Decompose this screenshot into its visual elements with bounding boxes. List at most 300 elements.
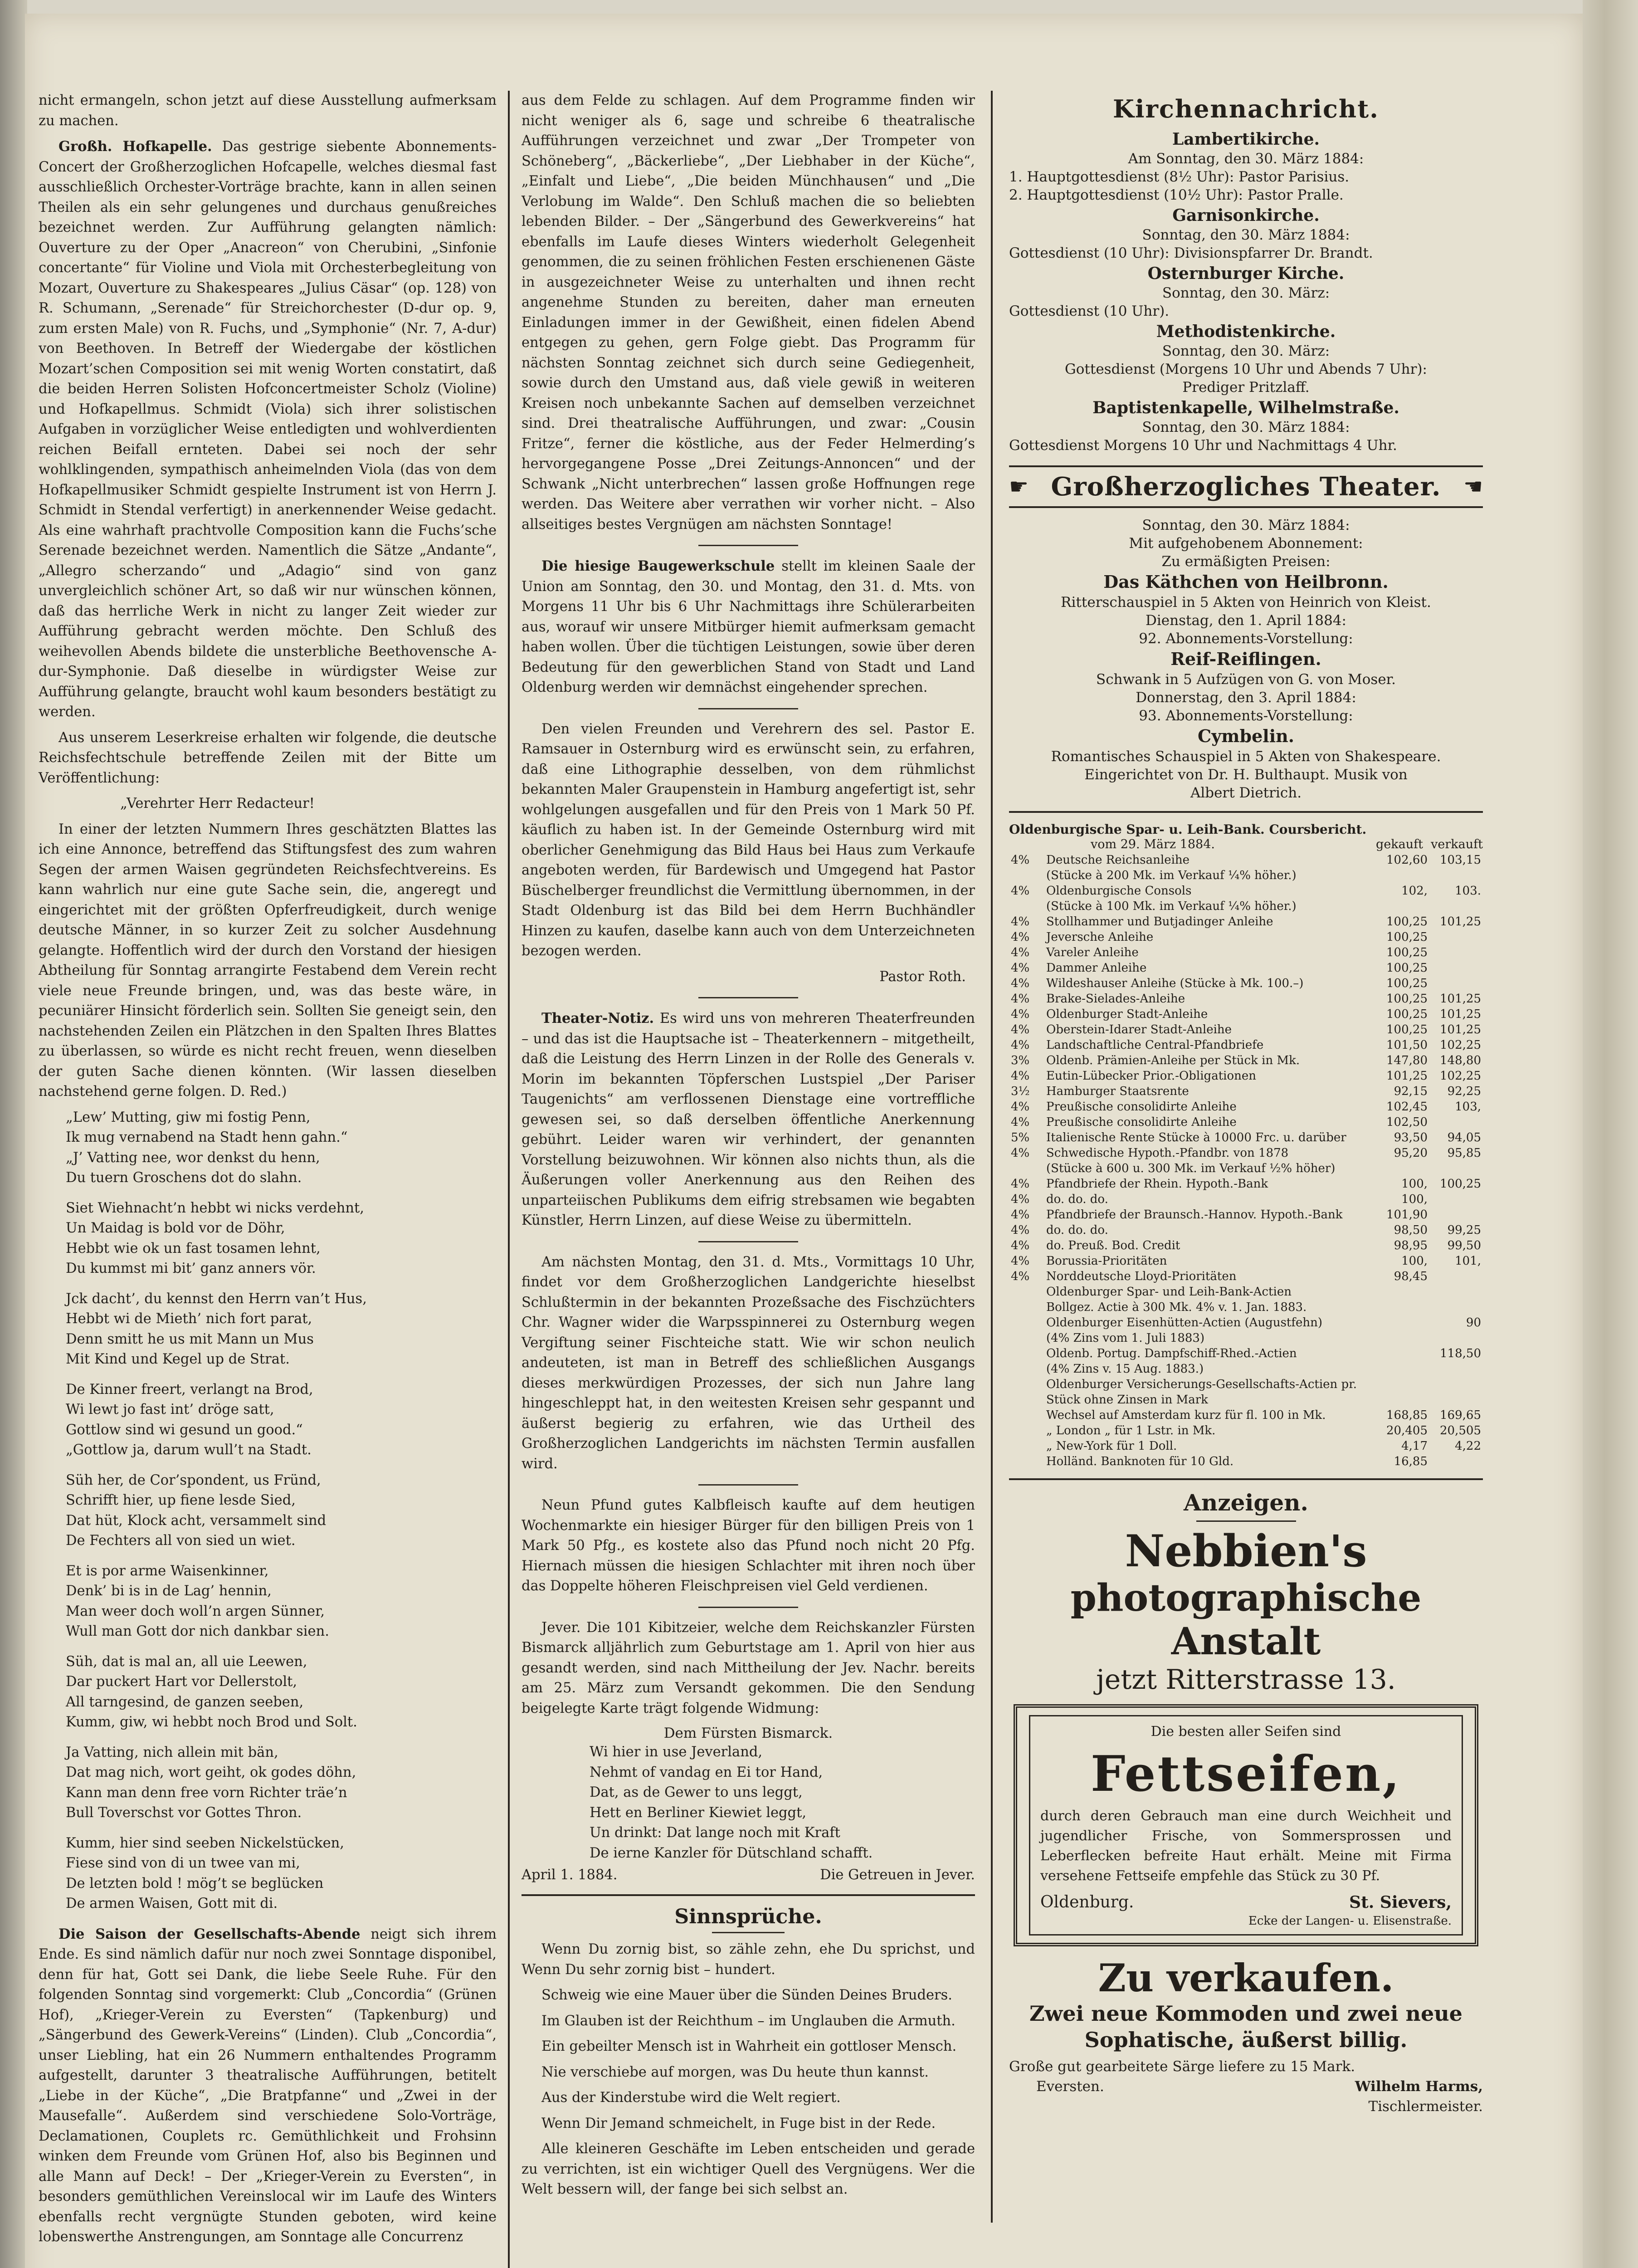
sold-cell: 94,05 [1447, 1131, 1481, 1144]
article-theater-notiz [522, 1008, 975, 1231]
theater-line: Albert Dietrich. [1190, 785, 1302, 801]
sold-cell [1429, 1361, 1483, 1377]
rate-cell: 4% [1011, 1239, 1030, 1252]
poem-line: All tarngesind, de ganzen seeben, [66, 1694, 304, 1710]
osternburg-heading: Osternburger Kirche. [1147, 264, 1345, 283]
church-line: Gottesdienst (10 Uhr). [1009, 303, 1170, 319]
table-row [1009, 1330, 1483, 1346]
rate-cell: 4% [1011, 1177, 1030, 1191]
table-row [1009, 1253, 1483, 1269]
intro-text: nicht ermangeln, schon jetzt auf diese Ausstellung aufmerksam zu machen. [39, 93, 497, 129]
seifen-address: Ecke der Langen- u. Elisenstraße. [1248, 1914, 1452, 1928]
rate-cell: 4% [1011, 961, 1030, 975]
security-cell: (4% Zins vom 1. Juli 1883) [1046, 1331, 1205, 1345]
sold-cell [1429, 945, 1483, 960]
sängerbund-text: aus dem Felde zu schlagen. Auf dem Programme finden wir nicht weniger als 6, sage und schreibe 6 theatralische Aufführungen verzeichnet und zwar „Der Trompeter von Schöneberg“, „Bäckerliebe“, „Der Liebhaber in der Küche“, „Einfalt und Liebe“, „Die beiden Münchhausen“ und „Die Verlobung im Walde“. Den Schluß machen die so beliebten lebenden Bilder. – Der „Sängerbund des Gewerkvereins“ hat ebenfalls im Laufe dieses Winters wiederholt Gelegenheit genommen, die zu seinen fröhlichen Festen erschienenen Gäste in ausgezeichneter Weise zu unterhalten und ihnen recht angenehme Stunden zu bereiten, daher man erneuten Einladungen immer in der Gewißheit, einen fidelen Abend entgegen zu gehen, gern Folge giebt. Das Programm für nächsten Sonntag zeichnet sich durch seine Gediegenheit, sowie durch den Umstand aus, daß viele gewiß in weiteren Kreisen noch unbekannte Sachen auf demselben verzeichnet sind. Drei theatralische Aufführungen, und zwar: „Cousin Fritze“, ferner die köstliche, aus der Feder Helmerding’s hervorgegangene Posse „Drei Zeitungs-Annoncen“ und der Schwank „Nicht unterbrechen“ lassen große Hoffnungen rege werden. Das Weitere aber verrathen wir vorher nicht. – Also allseitiges bestes Vergnügen am nächsten Sonntage! [522, 93, 975, 533]
table-row [1009, 1346, 1483, 1361]
bought-cell: 98,95 [1394, 1239, 1428, 1252]
bought-cell: 98,50 [1394, 1223, 1428, 1237]
saerge-text: Große gut gearbeitete Särge liefere zu 15 Mark. [1009, 2058, 1355, 2075]
bought-cell: 101,50 [1386, 1038, 1428, 1052]
poem-line: „J’ Vatting nee, wor denkst du henn, [66, 1149, 320, 1166]
table-row [1009, 883, 1483, 899]
poem-line: De armen Waisen, Gott mit di. [66, 1896, 278, 1911]
theater-line: Reif-Reiflingen. [1170, 649, 1321, 669]
theater-line: Schwank in 5 Aufzügen von G. von Moser. [1096, 671, 1396, 688]
sold-cell: 20,505 [1440, 1424, 1481, 1437]
table-row [1009, 868, 1483, 883]
bought-cell: 100, [1401, 1254, 1428, 1268]
sinnspruch: Ein gebeilter Mensch ist in Wahrheit ein gottloser Mensch. [541, 2038, 957, 2054]
security-cell: „ New-York für 1 Doll. [1046, 1439, 1177, 1453]
theater-line: Zu ermäßigten Preisen: [1161, 553, 1331, 570]
rate-cell [1009, 1454, 1044, 1469]
poem-stanza [39, 1743, 497, 1823]
separator [698, 1241, 798, 1242]
poem-line: Bull Toverschst vor Gottes Thron. [66, 1805, 302, 1821]
rate-cell [1009, 1161, 1044, 1176]
poem-line: Hebbt wi de Mieth’ nich fort parat, [66, 1311, 312, 1327]
sold-cell [1429, 1269, 1483, 1284]
poem-line: Dar puckert Hart vor Dellerstolt, [66, 1674, 297, 1690]
poem-line: Dat hüt, Klock acht, versammelt sind [66, 1512, 327, 1529]
sinnspruch: Im Glauben ist der Reichthum – im Unglauben die Armuth. [541, 2013, 955, 2029]
widmung-footer [522, 1865, 975, 1885]
security-cell: (Stücke à 100 Mk. im Verkauf ¼% höher.) [1046, 899, 1297, 913]
jever-text: Jever. Die 101 Kibitzeier, welche dem Reichskanzler Fürsten Bismarck alljährlich zum Geburtstage am 1. April von hier aus gesandt werden, sind nach Mittheilung der Jev. Nachr. bereits am 25. März zum Versandt gekommen. Die den Sendung beigelegte Karte trägt folgende Widmung: [522, 1619, 975, 1716]
church-line: Prediger Pritzlaff. [1182, 379, 1310, 396]
baptist-lines [1009, 418, 1483, 455]
bought-cell: 100,25 [1386, 915, 1428, 929]
security-cell: Stollhammer und Butjadinger Anleihe [1046, 915, 1273, 929]
bought-cell [1376, 1315, 1429, 1330]
rate-cell: 4% [1011, 1254, 1030, 1268]
poem-stanza [39, 1198, 497, 1279]
seifen-text: durch deren Gebrauch man eine durch Weichheit und jugendlicher Frische, von Sommersprossen und Leberflecken befreite Haut erhält. Meine mit Firma versehene Fettseife empfehle das Stück zu 30 Pf. [1040, 1808, 1452, 1884]
coursbericht-subhead [1009, 837, 1483, 852]
church-line: Am Sonntag, den 30. März 1884: [1128, 151, 1364, 167]
security-cell: do. Preuß. Bod. Credit [1046, 1239, 1180, 1252]
table-row [1009, 1068, 1483, 1084]
poem-line: Jck dacht’, du kennst den Herrn van’t Hus, [66, 1290, 367, 1307]
table-row [1009, 1361, 1483, 1377]
poem-line: De Kinner freert, verlangt na Brod, [66, 1381, 313, 1398]
sinnspruch: Schweig wie eine Mauer über die Sünden Deines Bruders. [541, 1987, 952, 2003]
sold-cell: 103, [1455, 1100, 1481, 1114]
poem-line: Süh, dat is mal an, all uie Leewen, [66, 1653, 307, 1670]
widmung-line: Un drinkt: Dat lange noch mit Kraft [590, 1825, 840, 1841]
table-row [1009, 1084, 1483, 1099]
sold-cell [1429, 960, 1483, 976]
security-cell: Preußische consolidirte Anleihe [1046, 1115, 1237, 1129]
theater-line: Das Käthchen von Heilbronn. [1103, 572, 1389, 592]
lamberti-lines [1009, 150, 1483, 204]
poem-stanza [39, 1652, 497, 1733]
seifen-city: Oldenburg. [1040, 1893, 1134, 1911]
sinnspruch: Wenn Du zornig bist, so zähle zehn, ehe Du sprichst, und Wenn Du sehr zornig bist – hundert. [522, 1941, 975, 1978]
bought-cell: 93,50 [1394, 1131, 1428, 1144]
rate-cell: 4% [1011, 1208, 1030, 1222]
hofkapelle-heading: Großh. Hofkapelle. [58, 138, 212, 155]
leserkreis-letter: In einer der letzten Nummern Ihres geschätzten Blattes las ich eine Annonce, betreffend das Stiftungsfest des zum wahren Segen der armen Waisen gegründeten Reichsfechtvereins. Es kann wahrlich nur eine gute Sache sein, die, angeregt und eingerichtet mit der größten Opferfreudigkeit, durch wenige deutsche Männer, in so kurzer Zeit zu solcher Ausdehnung gelangte. Hoffentlich wird der durch den Vorstand der hiesigen Abtheilung für Sonntag arrangirte Festabend dem Verein recht viele neue Freunde bringen, und, was das beste wäre, in pecuniärer Hinsicht förderlich sein. Sollten Sie geneigt sein, den nachstehenden Zeilen ein Plätzchen in den Spalten Ihres Blattes zu überlassen, so würde es nicht recht freuen, wenn dieselben der guten Sache dienen könnten. (Wir lassen dieselben nachstehend gerne folgen. D. Red.) [39, 821, 497, 1100]
widmung-title: Dem Fürsten Bismarck. [663, 1725, 833, 1741]
theater-line: Cymbelin. [1197, 726, 1294, 746]
harms-name: Wilhelm Harms, [1355, 2078, 1483, 2095]
theater-banner [1009, 465, 1483, 508]
column-rule-2 [991, 91, 993, 2223]
column-left [39, 91, 497, 2253]
methodist-heading: Methodistenkirche. [1156, 322, 1336, 341]
rate-cell: 4% [1011, 1100, 1030, 1114]
bought-cell: 168,85 [1386, 1408, 1428, 1422]
security-cell: Brake-Sielades-Anleihe [1046, 992, 1185, 1006]
col-verkauft: verkauft [1431, 837, 1483, 851]
table-row [1009, 1145, 1483, 1161]
rate-cell [1009, 1408, 1044, 1423]
leserkreis-text: Aus unserem Leserkreise erhalten wir folgende, die deutsche Reichsfechtschule betreffende Zeilen mit der Bitte um Veröffentlichung: [39, 729, 497, 786]
saison-text: neigt sich ihrem Ende. Es sind nämlich dafür nur noch zwei Sonntage disponibel, denn für hat, Gott sei Dank, die liebe Seele Ruhe. Für den folgenden Sonntag sind vorgemerkt: Club „Concordia“ (Grünen Hof), „Krieger-Verein zu Eversten“ (Tapkenburg) und „Sängerbund des Gewerk-Vereins“ (Linden). Club „Concordia“, unser Liebling, hat ein 26 Nummern enthaltendes Programm aufgestellt, darunter 3 theatralische Aufführungen, betitelt „Liebe in der Küche“, „Die Bratpfanne“ und „Zwei in der Mausefalle“. Außerdem sind verschiedene Solo-Vorträge, Declamationen, Couplets rc. Gemüthlichkeit und Frohsinn winken dem Freunde vom Grünen Hof, also bis Beginnen und alle Mann auf Deck! – Der „Krieger-Verein zu Eversten“, in besonders gemüthlichen Vereinslocal wir im Laufe des Winters ebenfalls recht vergnügte Stunden geboten, wird keine lobenswerthe Anstrengungen, am Sonntage alle Concurrenz [39, 1926, 497, 2245]
table-row [1009, 1423, 1483, 1438]
table-row [1009, 1454, 1483, 1469]
seifen-title: Fettseifen, [1090, 1745, 1402, 1803]
widmung-verse [522, 1742, 975, 1863]
sold-cell: 102,25 [1440, 1038, 1481, 1052]
poem-stanza [39, 1289, 497, 1370]
bought-cell: 102, [1401, 884, 1428, 898]
rate-cell: 3% [1011, 1054, 1030, 1067]
baptist-heading: Baptistenkapelle, Wilhelmstraße. [1092, 398, 1399, 417]
kirchennachricht-heading: Kirchennachricht. [1113, 94, 1379, 123]
pointing-hand-right-icon: ☛ [1009, 474, 1029, 499]
rate-cell: 4% [1011, 1146, 1030, 1160]
table-row [1009, 1114, 1483, 1130]
sold-cell: 99,50 [1447, 1239, 1481, 1252]
rate-cell: 4% [1011, 1193, 1030, 1206]
sold-cell [1429, 1161, 1483, 1176]
methodist-lines [1009, 342, 1483, 396]
poem-line: Dat mag nich, wort geiht, ok godes döhn, [66, 1765, 356, 1780]
bought-cell: 102,50 [1386, 1115, 1428, 1129]
rate-cell: 4% [1011, 1115, 1030, 1129]
article-baugewerkschule [522, 556, 975, 698]
sold-cell: 101,25 [1440, 915, 1481, 929]
theater-line: Dienstag, den 1. April 1884: [1146, 612, 1346, 629]
sold-cell: 4,22 [1455, 1439, 1481, 1453]
bought-cell: 100,25 [1386, 977, 1428, 990]
rate-cell [1009, 1392, 1044, 1408]
table-row [1009, 1161, 1483, 1176]
sold-cell: 92,25 [1447, 1085, 1481, 1098]
sold-cell [1429, 976, 1483, 991]
widmung-line: De ierne Kanzler för Dütschland schafft. [590, 1845, 873, 1861]
security-cell: Borussia-Prioritäten [1046, 1254, 1167, 1268]
pointing-hand-left-icon: ☚ [1463, 474, 1483, 499]
security-cell: Oldenburger Stadt-Anleihe [1046, 1007, 1208, 1021]
bought-cell [1376, 1284, 1429, 1300]
table-row [1009, 899, 1483, 914]
seifen-merchant: St. Sievers, [1349, 1893, 1452, 1912]
poem-stanza [39, 1108, 497, 1188]
bought-cell: 4,17 [1401, 1439, 1428, 1453]
poem-line: Ik mug vernabend na Stadt henn gahn.“ [66, 1129, 348, 1145]
bought-cell: 100,25 [1386, 961, 1428, 975]
theater-line: Mit aufgehobenem Abonnement: [1129, 535, 1363, 552]
poem-line: Du tuern Groschens dot do slahn. [66, 1170, 302, 1186]
sold-cell [1429, 1192, 1483, 1207]
bought-cell: 102,60 [1386, 853, 1428, 867]
security-cell: Wechsel auf Amsterdam kurz für fl. 100 in Mk. [1046, 1408, 1326, 1422]
security-cell: Dammer Anleihe [1046, 961, 1147, 975]
harms-trade: Tischlermeister. [1368, 2098, 1483, 2115]
rate-cell: 4% [1011, 1223, 1030, 1237]
church-line: 2. Hauptgottesdienst (10½ Uhr): Pastor Pralle. [1009, 187, 1344, 203]
table-row [1009, 929, 1483, 945]
table-row [1009, 1099, 1483, 1114]
poem-stanza [39, 1471, 497, 1551]
sold-cell [1429, 1454, 1483, 1469]
rate-cell [1009, 1284, 1044, 1300]
saison-heading: Die Saison der Gesellschafts-Abende [58, 1926, 361, 1942]
church-line: Sonntag, den 30. März 1884: [1142, 227, 1350, 243]
table-row [1009, 1438, 1483, 1454]
seifen-signature [1040, 1892, 1452, 1913]
poem-line: Kann man denn free vorn Richter träe’n [66, 1784, 347, 1801]
widmung-line: Dat, as de Gewer to uns leggt, [590, 1784, 803, 1800]
poem-line: Siet Wiehnacht’n hebbt wi nicks verdehnt, [66, 1200, 364, 1216]
fettseifen-ad-inner [1029, 1715, 1463, 1936]
sold-cell: 118,50 [1440, 1347, 1481, 1360]
table-row [1009, 1284, 1483, 1300]
poem-line: Schrifft hier, up fiene lesde Sied, [66, 1492, 296, 1508]
poem-line: De letzten bold ! mög’t se beglücken [66, 1875, 324, 1892]
poem-line: Hebbt wie ok un fast tosamen lehnt, [66, 1240, 321, 1256]
bought-cell: 95,20 [1394, 1146, 1428, 1160]
seifen-intro: Die besten aller Seifen sind [1150, 1724, 1341, 1740]
security-cell: (4% Zins v. 15 Aug. 1883.) [1046, 1362, 1204, 1376]
sold-cell: 95,85 [1447, 1146, 1481, 1160]
sold-cell [1429, 1330, 1483, 1346]
security-cell: Deutsche Reichsanleihe [1046, 853, 1190, 867]
poem-line: „Gottlow ja, darum wull’t na Stadt. [66, 1442, 312, 1458]
security-cell: Wildeshauser Anleihe (Stücke à Mk. 100.–) [1046, 977, 1304, 990]
article-hofkapelle [39, 137, 497, 723]
coursbericht-columns [1376, 837, 1483, 852]
poem-line: Man weer doch woll’n argen Sünner, [66, 1603, 325, 1619]
bought-cell: 100,25 [1386, 946, 1428, 959]
redakteur-salutation: „Verehrter Herr Redacteur! [120, 796, 315, 811]
table-row [1009, 1007, 1483, 1022]
rate-cell: 4% [1011, 1038, 1030, 1052]
security-cell: Italienische Rente Stücke à 10000 Frc. u. darüber [1046, 1131, 1346, 1144]
table-row [1009, 1176, 1483, 1192]
poem-line: Wull man Gott dor nich dankbar sien. [66, 1623, 329, 1639]
sold-cell [1429, 1392, 1483, 1408]
security-cell: Hamburger Staatsrente [1046, 1085, 1189, 1098]
bought-cell [1376, 1392, 1429, 1408]
theater-line: Sonntag, den 30. März 1884: [1142, 517, 1350, 533]
security-cell: Eutin-Lübecker Prior.-Obligationen [1046, 1069, 1256, 1083]
poem-line: Denk’ bi is in de Lag’ hennin, [66, 1583, 272, 1599]
poem-line: Fiese sind von di un twee van mi, [66, 1855, 300, 1871]
zu-verkaufen-items: Zwei neue Kommoden und zwei neue Sophatische, äußerst billig. [1029, 2001, 1462, 2052]
security-cell: (Stücke à 200 Mk. im Verkauf ¼% höher.) [1046, 869, 1297, 882]
sinnspruch: Nie verschiebe auf morgen, was Du heute thun kannst. [541, 2064, 929, 2080]
separator [698, 545, 798, 546]
bau-heading: Die hiesige Baugewerkschule [541, 558, 775, 574]
separator [712, 1932, 785, 1933]
sold-cell [1429, 899, 1483, 914]
montag-text: Am nächsten Montag, den 31. d. Mts., Vormittags 10 Uhr, findet vor dem Großherzoglichen Landgerichte hieselbst Schlußtermin in der bekannten Prozeßsache des Fischzüchters Chr. Wagner wider die Warpsspinnerei zu Osternburg wegen Vergiftung seiner Fischteiche statt. Wie wir schon neulich andeuteten, ist man in Betreff des schließlichen Ausgangs dieses merkwürdigen Prozesses, der sich nun Jahre lang hingeschleppt hat, in den weitesten Kreisen sehr gespannt und äußerst begierig zu erfahren, wie das Urtheil des Großherzoglichen Landgerichts im nächsten Termin ausfallen wird. [522, 1254, 975, 1472]
sinnsprueche-list [522, 1940, 975, 2200]
bought-cell [1376, 1161, 1429, 1176]
widmung-line: Wi hier in use Jeverland, [590, 1744, 763, 1760]
security-cell: Pfandbriefe der Rhein. Hypoth.-Bank [1046, 1177, 1268, 1191]
bought-cell [1376, 1377, 1429, 1392]
church-line: 1. Hauptgottesdienst (8½ Uhr): Pastor Parisius. [1009, 169, 1350, 185]
security-cell: Oldenburger Spar- und Leih-Bank-Actien [1046, 1285, 1292, 1299]
bought-cell [1376, 899, 1429, 914]
zu-verkaufen-heading: Zu verkaufen. [1098, 1955, 1394, 2000]
poem-line: „Lew’ Mutting, giw mi fostig Penn, [66, 1109, 311, 1125]
table-row [1009, 960, 1483, 976]
bought-cell: 100, [1401, 1193, 1428, 1206]
sinnspruch: Aus der Kinderstube wird die Welt regiert. [541, 2090, 841, 2106]
security-cell: Vareler Anleihe [1046, 946, 1139, 959]
table-row [1009, 914, 1483, 929]
sold-cell: 90 [1466, 1316, 1481, 1330]
table-row [1009, 1192, 1483, 1207]
bau-text: stellt im kleinen Saale der Union am Sonntag, den 30. und Montag, den 31. d. Mts. von Morgens 11 Uhr bis 6 Uhr Nachmittags ihre Schülerarbeiten aus, worauf wir unsere Mitbürger hiemit aufmerksam gemacht haben wollen. Über die tüchtigen Leistungen, sowie über deren Bedeutung für den gewerblichen Stand von Stadt und Land Oldenburg werden wir demnächst eingehender sprechen. [522, 558, 975, 695]
section-rule [522, 1894, 975, 1896]
nebbien-business: photographische Anstalt [1070, 1576, 1422, 1663]
security-cell: Landschaftliche Central-Pfandbriefe [1046, 1038, 1264, 1052]
column-rule-1 [508, 91, 510, 2268]
bought-cell [1376, 1300, 1429, 1315]
church-line: Sonntag, den 30. März: [1162, 285, 1330, 301]
security-cell: Oldenburger Versicherungs-Gesellschafts-Actien pr. [1046, 1378, 1357, 1391]
security-cell: Bollgez. Actie à 300 Mk. 4% v. 1. Jan. 1883. [1046, 1300, 1307, 1314]
theater-line: 92. Abonnements-Vorstellung: [1139, 631, 1353, 647]
rate-cell [1009, 1315, 1044, 1330]
poem-line: Wi lewt jo fast int’ dröge satt, [66, 1402, 274, 1418]
theater-notiz-text: Es wird uns von mehreren Theaterfreunden – und das ist die Hauptsache ist – Theaterkennern – mitgetheilt, daß die Leistung des Herrn Linzen in der Rolle des Generals v. Morin im bekannten Töpferschen Lustspiel „Der Pariser Taugenichts“ am verflossenen Dienstage eine vortreffliche gewesen sei, so daß derselben öffentliche Anerkennung gebührt. Leider waren wir verhindert, der genannten Vorstellung beizuwohnen. Wir können also nichts thun, als die Äußerungen voller Anerkennung aus den Reihen des unparteiischen Publikums dem eifrig strebsamen wie begabten Künstler, Herrn Linzen, auf diese Weise zu übermitteln. [522, 1011, 975, 1228]
theater-notiz-heading: Theater-Notiz. [541, 1010, 654, 1026]
separator [698, 997, 798, 998]
section-rule [1009, 1478, 1483, 1480]
sold-cell [1429, 1207, 1483, 1222]
sold-cell: 100,25 [1440, 1177, 1481, 1191]
column-middle [522, 91, 975, 2205]
rate-cell: 4% [1011, 1007, 1030, 1021]
church-line: Gottesdienst Morgens 10 Uhr und Nachmittags 4 Uhr. [1009, 437, 1397, 454]
table-row [1009, 1037, 1483, 1053]
table-row [1009, 1222, 1483, 1238]
bought-cell: 16,85 [1394, 1455, 1428, 1468]
theater-line: Ritterschauspiel in 5 Akten von Heinrich von Kleist. [1061, 594, 1431, 611]
rate-cell: 4% [1011, 946, 1030, 959]
rate-cell: 4% [1011, 930, 1030, 944]
rate-cell: 4% [1011, 915, 1030, 929]
ramsauer-signature: Pastor Roth. [879, 968, 966, 985]
table-row [1009, 1300, 1483, 1315]
poem-stanza [39, 1561, 497, 1642]
osternburg-lines [1009, 284, 1483, 320]
theater-line: 93. Abonnements-Vorstellung: [1139, 708, 1353, 724]
col-gekauft: gekauft [1376, 837, 1423, 851]
bought-cell [1376, 868, 1429, 883]
bought-cell: 100,25 [1386, 992, 1428, 1006]
poem-line: De Fechters all von sied un wiet. [66, 1533, 296, 1549]
nebbien-name: Nebbien's [1125, 1525, 1367, 1577]
security-cell: Stück ohne Zinsen in Mark [1046, 1393, 1208, 1407]
harms-city: Eversten. [1036, 2078, 1104, 2095]
table-row [1009, 991, 1483, 1007]
table-row [1009, 1392, 1483, 1408]
theater-line: Romantisches Schauspiel in 5 Akten von Shakespeare. [1051, 748, 1441, 765]
sinnspruch: Wenn Dir Jemand schmeichelt, in Fuge bist in der Rede. [541, 2115, 936, 2131]
sold-cell: 103. [1455, 884, 1481, 898]
table-row [1009, 1377, 1483, 1392]
security-cell: Oldenb. Portug. Dampfschiff-Rhed.-Actien [1046, 1347, 1297, 1360]
church-line: Sonntag, den 30. März: [1162, 343, 1330, 359]
poem-stanza [39, 1833, 497, 1914]
security-cell: Pfandbriefe der Braunsch.-Hannov. Hypoth.-Bank [1046, 1208, 1343, 1222]
bought-cell [1376, 1346, 1429, 1361]
sold-cell: 169,65 [1440, 1408, 1481, 1422]
rate-cell [1009, 899, 1044, 914]
table-row [1009, 1207, 1483, 1222]
rate-cell: 4% [1011, 1270, 1030, 1283]
separator [698, 708, 798, 709]
coursbericht-table [1009, 852, 1483, 1469]
church-line: Sonntag, den 30. März 1884: [1142, 419, 1350, 435]
rate-cell [1009, 1438, 1044, 1454]
rate-cell [1009, 1300, 1044, 1315]
article-saison [39, 1924, 497, 2248]
sold-cell [1429, 868, 1483, 883]
bought-cell: 101,90 [1386, 1208, 1428, 1222]
rate-cell: 4% [1011, 1023, 1030, 1036]
table-row [1009, 1130, 1483, 1145]
book-gutter [0, 0, 27, 2268]
rate-cell: 4% [1011, 884, 1030, 898]
sold-cell: 102,25 [1440, 1069, 1481, 1083]
table-row [1009, 1408, 1483, 1423]
poem-line: Et is por arme Waisenkinner, [66, 1563, 269, 1579]
bought-cell: 100,25 [1386, 1007, 1428, 1021]
table-row [1009, 1238, 1483, 1253]
table-row [1009, 1022, 1483, 1037]
coursbericht-title: Oldenburgische Spar- u. Leih-Bank. Coursbericht. [1009, 822, 1367, 837]
table-row [1009, 945, 1483, 960]
security-cell: Oldenburgische Consols [1046, 884, 1192, 898]
sold-cell: 101,25 [1440, 1007, 1481, 1021]
rate-cell: 3½ [1011, 1085, 1030, 1098]
page-edge [1583, 0, 1638, 2268]
anzeigen-heading: Anzeigen. [1184, 1489, 1308, 1516]
bought-cell: 100,25 [1386, 930, 1428, 944]
poem-line: Kumm, hier sind seeben Nickelstücken, [66, 1835, 344, 1851]
security-cell: „ London „ für 1 Lstr. in Mk. [1046, 1424, 1216, 1437]
rate-cell: 5% [1011, 1131, 1030, 1144]
theater-programme [1009, 516, 1483, 802]
garnison-heading: Garnisonkirche. [1172, 206, 1320, 225]
security-cell: Oberstein-Idarer Stadt-Anleihe [1046, 1023, 1232, 1036]
sold-cell [1429, 1114, 1483, 1130]
fettseifen-ad [1014, 1704, 1478, 1946]
widmung-line: Hett en Berliner Kiewiet leggt, [590, 1804, 807, 1821]
sinnspruch: Alle kleineren Geschäfte im Leben entscheiden und gerade zu verrichten, ist ein wichtiger Quell des Vergnügens. Wer die Welt bessern will, der fange bei sich selbst an. [522, 2141, 975, 2197]
